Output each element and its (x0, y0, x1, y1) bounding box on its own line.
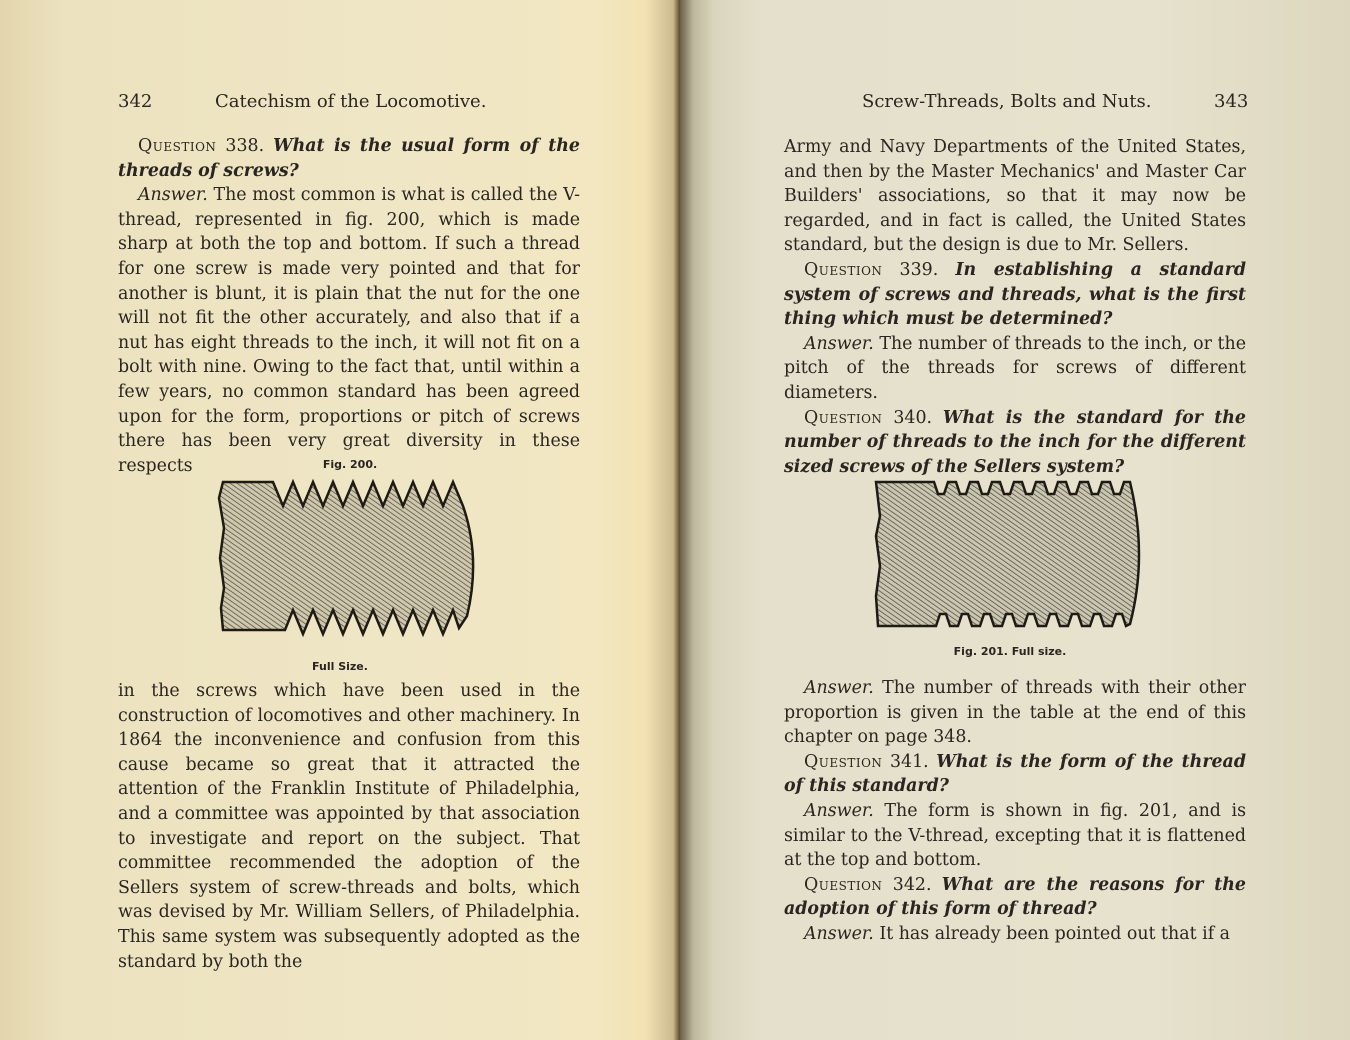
continued-text: Army and Navy Departments of the United States, and then by the Master Mechanics' and Master Car Builders' associations, so that it may now be regarded, and in fact is called, the United States standard, but the design is due to Mr. Sellers. (784, 137, 1246, 256)
answer-label: Answer. (804, 800, 874, 821)
question-text: What is the form of the thread of this standard? (784, 751, 1246, 797)
answer-label: Answer. (804, 333, 874, 354)
question-341 (784, 750, 1246, 799)
answer-text: The number of threads with their other proportion is given in the table at the end of this chapter on page 348. (784, 678, 1246, 748)
fig-200-title: Fig. 200. (322, 458, 378, 471)
right-body-top (784, 135, 1246, 479)
question-label: Question (804, 874, 883, 895)
question-text: What is the standard for the number of threads to the inch for the different sized screws of the Sellers system? (784, 407, 1246, 477)
answer-338-continued: in the screws which have been used in the construction of locomotives and other machinery. In 1864 the inconvenience and confusion from this cause became so great that it attracted the attention of the Franklin Institute of Philadelphia, and a committee was appointed by that association to investigate and report on the subject. That committee recommended the adoption of the Sellers system of screw-threads and bolts, which was devised by Mr. William Sellers, of Philadelphia. This same system was subsequently adopted as the standard by both the (118, 681, 580, 972)
question-number: 340. (893, 407, 933, 428)
answer-text: The form is shown in fig. 201, and is similar to the V-thread, excepting that it is flattened at the top and bottom. (784, 800, 1247, 871)
fig-201-sellers-thread-diagram (868, 476, 1144, 636)
answer-text: The most common is what is called the V-thread, represented in fig. 200, which is made sharp at both the top and bottom. If such a thread for one screw is made very pointed and that for another is blunt, it is plain that the nut for the one will not fit the other accurately, and also that if a nut has eight threads to the inch, it will not fit on a bolt with nine. Owing to the fact that, until within a few years, no common standard has been agreed upon for the form, proportions or pitch of screws there has been very great diversity in these respects (118, 185, 580, 476)
right-body-bottom (784, 676, 1246, 947)
answer-339 (784, 332, 1246, 406)
left-body-bottom (118, 679, 580, 974)
left-running-title: Catechism of the Locomotive. (215, 91, 487, 112)
left-page-number: 342 (118, 91, 153, 112)
question-number: 341. (889, 751, 929, 772)
fig-200-v-thread-diagram (215, 478, 485, 638)
question-338 (118, 134, 580, 183)
right-running-title: Screw-Threads, Bolts and Nuts. (862, 91, 1152, 112)
question-text: What is the usual form of the threads of screws? (118, 136, 580, 181)
question-number: 338. (225, 136, 265, 156)
fig-200-caption: Full Size. (312, 660, 368, 673)
left-body-top (118, 134, 580, 478)
answer-342 (784, 922, 1246, 947)
fig-201-caption: Fig. 201. Full size. (953, 645, 1067, 658)
answer-label: Answer. (804, 678, 874, 698)
question-label: Question (138, 136, 217, 156)
answer-340 (784, 676, 1246, 750)
question-label: Question (804, 407, 883, 428)
answer-text: It has already been pointed out that if a (879, 923, 1231, 944)
question-text: In establishing a standard system of screws and threads, what is the first thing which must be determined? (784, 259, 1247, 330)
question-339 (784, 258, 1246, 332)
question-label: Question (804, 751, 883, 772)
answer-label: Answer. (138, 185, 208, 206)
answer-text: The number of threads to the inch, or the pitch of the threads for screws of different diameters. (784, 333, 1246, 403)
question-number: 342. (892, 874, 932, 895)
question-340 (784, 406, 1246, 480)
question-342 (784, 873, 1246, 922)
question-number: 339. (899, 259, 939, 280)
answer-label: Answer. (804, 923, 874, 944)
answer-338 (118, 183, 580, 478)
question-label: Question (804, 259, 883, 280)
right-page-number: 343 (1214, 91, 1249, 112)
question-text: What are the reasons for the adoption of this form of thread? (784, 874, 1246, 920)
answer-341 (784, 799, 1246, 873)
